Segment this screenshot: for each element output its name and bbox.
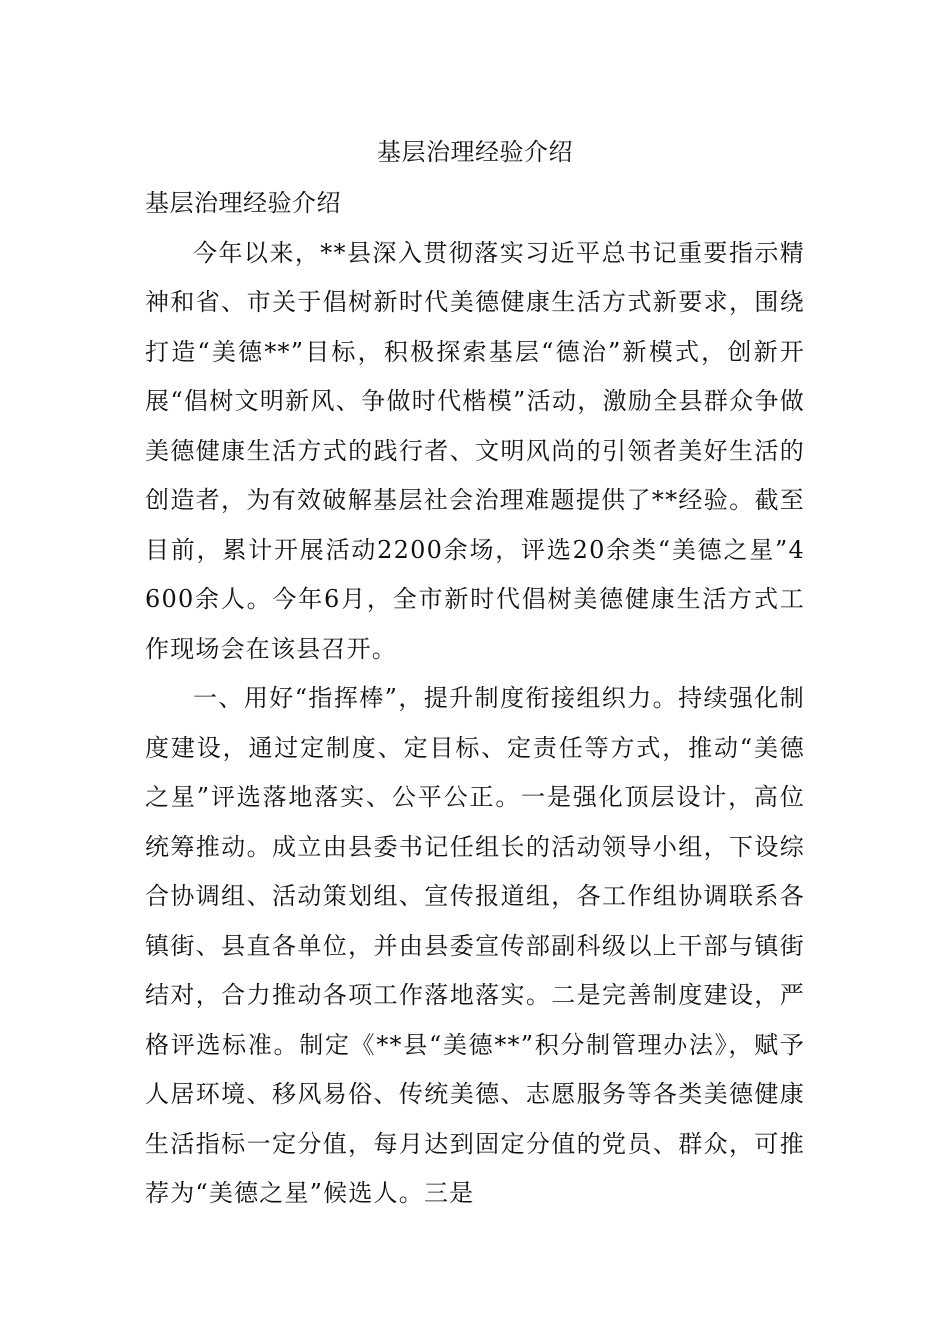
page-title: 基层治理经验介绍 — [377, 138, 573, 166]
paragraph-intro: 今年以来，**县深入贯彻落实习近平总书记重要指示精神和省、市关于倡树新时代美德健康生活方式新要求，围绕打造“美德**”目标，积极探索基层“德治”新模式，创新开展“倡树文明新风、争做时代楷模”活动，激励全县群众争做美德健康生活方式的践行者、文明风尚的引领者美好生活的创造者，为有效破解基层社会治理难题提供了**经验。截至目前，累计开展活动2200余场，评选20余类“美德之星”4600余人。今年6月，全市新时代倡树美德健康生活方式工作现场会在该县召开。 — [145, 238, 805, 663]
paragraph-section-one: 一、用好“指挥棒”，提升制度衔接组织力。持续强化制度建设，通过定制度、定目标、定责任等方式，推动“美德之星”评选落地落实、公平公正。一是强化顶层设计，高位统筹推动。成立由县委书记任组长的活动领导小组，下设综合协调组、活动策划组、宣传报道组，各工作组协调联系各镇街、县直各单位，并由县委宣传部副科级以上干部与镇街结对，合力推动各项工作落地落实。二是完善制度建设，严格评选标准。制定《**县“美德**”积分制管理办法》，赋予人居环境、移风易俗、传统美德、志愿服务等各类美德健康生活指标一定分值，每月达到固定分值的党员、群众，可推荐为“美德之星”候选人。三是 — [145, 684, 805, 1207]
document-body — [145, 179, 805, 1219]
document-subtitle: 基层治理经验介绍 — [145, 189, 341, 217]
